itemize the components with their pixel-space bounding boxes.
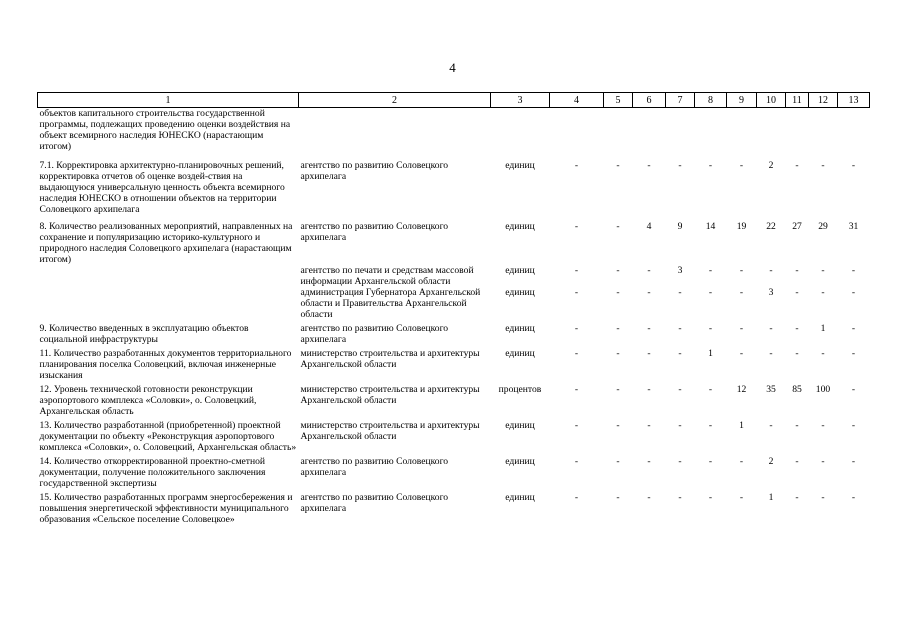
responsible-agency: агентство по развитию Соловецкого архипелага bbox=[300, 323, 449, 345]
indicator-name: 7.1. Корректировка архитектурно-планировочных решений, корректировка отчетов об оценке воздей-ствия на выдающуюся универсальную ценность объекта всемирного наследия ЮНЕСКО в отношении объектов на территории Соловецкого архипелага bbox=[39, 160, 285, 215]
value-cell: - bbox=[678, 348, 682, 359]
value-cell: 1 bbox=[708, 348, 713, 359]
responsible-agency: агентство по развитию Соловецкого архипелага bbox=[300, 221, 449, 243]
indicator-name: 13. Количество разработанной (приобретенной) проектной документации по объекту «Реконструкция аэропортового комплекса «Соловки», о. Соловецкий, Архангельская область» bbox=[39, 420, 297, 453]
value-cell: - bbox=[821, 160, 825, 171]
value-cell: - bbox=[574, 221, 579, 232]
indicator-name bbox=[38, 265, 299, 287]
value-cell: - bbox=[821, 492, 825, 503]
value-cell: - bbox=[739, 265, 744, 276]
table-row bbox=[38, 265, 870, 287]
column-header-7: 7 bbox=[666, 93, 695, 108]
value-cell bbox=[666, 108, 695, 153]
value-cell bbox=[809, 108, 838, 153]
indicator-name: объектов капитального строительства государственной программы, подлежащих проведению оценки воздействия на объект всемирного наследия ЮНЕСКО (нарастающим итогом) bbox=[39, 108, 291, 152]
value-cell: - bbox=[616, 420, 620, 431]
value-cell: - bbox=[574, 323, 579, 334]
value-cell: 2 bbox=[768, 160, 774, 171]
value-cell: - bbox=[678, 420, 682, 431]
value-cell: - bbox=[851, 323, 856, 334]
table-row bbox=[38, 489, 870, 525]
table-row bbox=[38, 417, 870, 453]
value-cell: - bbox=[647, 265, 651, 276]
value-cell: - bbox=[739, 456, 744, 467]
value-cell: - bbox=[795, 323, 799, 334]
value-cell: - bbox=[678, 323, 682, 334]
value-cell: - bbox=[739, 492, 744, 503]
value-cell: - bbox=[647, 348, 651, 359]
value-cell: - bbox=[851, 492, 856, 503]
responsible-agency: агентство по печати и средствам массовой информации Архангельской области bbox=[300, 265, 474, 287]
value-cell: 1 bbox=[768, 492, 774, 503]
value-cell: 31 bbox=[848, 221, 859, 232]
table-row bbox=[38, 108, 870, 153]
table-body bbox=[38, 108, 870, 526]
value-cell: - bbox=[647, 160, 651, 171]
value-cell bbox=[838, 108, 870, 153]
responsible-agency: агентство по развитию Соловецкого архипелага bbox=[300, 456, 449, 478]
value-cell: - bbox=[851, 456, 856, 467]
indicator-name: 12. Уровень технической готовности реконструкции аэропортового комплекса «Соловки», о. Соловецкий, Архангельская область bbox=[39, 384, 257, 417]
value-cell: - bbox=[616, 384, 620, 395]
value-cell bbox=[633, 108, 666, 153]
responsible-agency: министерство строительства и архитектуры Архангельской области bbox=[300, 420, 480, 442]
value-cell: - bbox=[795, 456, 799, 467]
table-row bbox=[38, 215, 870, 265]
value-cell: - bbox=[795, 492, 799, 503]
value-cell: 1 bbox=[820, 323, 826, 334]
value-cell: - bbox=[574, 456, 579, 467]
value-cell: - bbox=[851, 160, 856, 171]
value-cell: - bbox=[616, 287, 620, 298]
value-cell: - bbox=[647, 456, 651, 467]
unit-of-measure: единиц bbox=[505, 160, 535, 171]
unit-of-measure: единиц bbox=[505, 287, 535, 298]
column-header-5: 5 bbox=[604, 93, 633, 108]
header-row bbox=[38, 93, 870, 108]
value-cell: - bbox=[708, 323, 713, 334]
value-cell: - bbox=[647, 420, 651, 431]
value-cell: - bbox=[821, 420, 825, 431]
table-row bbox=[38, 381, 870, 417]
value-cell: - bbox=[647, 323, 651, 334]
value-cell: 100 bbox=[815, 384, 831, 395]
value-cell: 29 bbox=[818, 221, 828, 232]
page-number: 4 bbox=[449, 60, 456, 75]
value-cell: - bbox=[647, 492, 651, 503]
value-cell: - bbox=[574, 160, 579, 171]
value-cell: 3 bbox=[768, 287, 774, 298]
value-cell: - bbox=[795, 348, 799, 359]
value-cell: - bbox=[616, 456, 620, 467]
indicator-name: 9. Количество введенных в эксплуатацию объектов социальной инфраструктуры bbox=[39, 323, 249, 345]
column-header-3: 3 bbox=[491, 93, 550, 108]
value-cell: - bbox=[708, 420, 713, 431]
value-cell: - bbox=[647, 287, 651, 298]
value-cell: - bbox=[821, 265, 825, 276]
value-cell: 1 bbox=[739, 420, 744, 431]
value-cell: - bbox=[795, 265, 799, 276]
value-cell: - bbox=[795, 160, 799, 171]
value-cell: 12 bbox=[736, 384, 747, 395]
value-cell: - bbox=[574, 384, 579, 395]
value-cell: - bbox=[678, 492, 682, 503]
value-cell: - bbox=[647, 384, 651, 395]
value-cell: - bbox=[739, 323, 744, 334]
value-cell: 2 bbox=[768, 456, 774, 467]
table-row bbox=[38, 152, 870, 215]
table-row bbox=[38, 320, 870, 345]
column-header-9: 9 bbox=[727, 93, 757, 108]
value-cell: - bbox=[795, 420, 799, 431]
column-header-13: 13 bbox=[838, 93, 870, 108]
value-cell bbox=[757, 108, 786, 153]
value-cell: 3 bbox=[677, 265, 683, 276]
value-cell: - bbox=[851, 265, 856, 276]
value-cell: - bbox=[739, 348, 744, 359]
unit-of-measure: единиц bbox=[505, 492, 535, 503]
value-cell: 22 bbox=[766, 221, 776, 232]
value-cell: - bbox=[851, 287, 856, 298]
indicator-name: 8. Количество реализованных мероприятий, направленных на сохранение и популяризацию историко-культурного и природного наследия Соловецкого архипелага (нарастающим итогом) bbox=[39, 221, 293, 265]
value-cell: - bbox=[851, 348, 856, 359]
value-cell: - bbox=[821, 287, 825, 298]
value-cell: - bbox=[739, 160, 744, 171]
value-cell: - bbox=[574, 265, 579, 276]
value-cell: - bbox=[708, 456, 713, 467]
value-cell: 14 bbox=[705, 221, 716, 232]
indicator-name bbox=[38, 287, 299, 320]
responsible-agency: министерство строительства и архитектуры Архангельской области bbox=[300, 384, 480, 406]
value-cell: - bbox=[616, 265, 620, 276]
indicator-name: 14. Количество откорректированной проектно-сметной документации, получение положительного заключения государственной экспертизы bbox=[39, 456, 266, 489]
value-cell: - bbox=[821, 456, 825, 467]
value-cell: - bbox=[769, 265, 773, 276]
indicator-name: 15. Количество разработанных программ энергосбережения и повышения энергетической эффективности муниципального образования «Сельское поселение Соловецкое» bbox=[39, 492, 293, 525]
value-cell: - bbox=[616, 323, 620, 334]
value-cell: - bbox=[708, 287, 713, 298]
responsible-agency bbox=[299, 108, 491, 153]
value-cell: - bbox=[616, 160, 620, 171]
value-cell bbox=[695, 108, 727, 153]
value-cell: - bbox=[678, 456, 682, 467]
indicator-name: 11. Количество разработанных документов территориального планирования поселка Соловецкий, включая инженерные изыскания bbox=[39, 348, 292, 381]
table-row bbox=[38, 345, 870, 381]
unit-of-measure: процентов bbox=[498, 384, 542, 395]
value-cell: - bbox=[678, 287, 682, 298]
value-cell: - bbox=[821, 348, 825, 359]
column-header-6: 6 bbox=[633, 93, 666, 108]
value-cell: - bbox=[708, 160, 713, 171]
unit-of-measure: единиц bbox=[505, 221, 535, 232]
column-header-11: 11 bbox=[786, 93, 809, 108]
value-cell: - bbox=[616, 492, 620, 503]
value-cell: - bbox=[739, 287, 744, 298]
column-header-4: 4 bbox=[550, 93, 604, 108]
value-cell: 4 bbox=[646, 221, 652, 232]
value-cell: 35 bbox=[766, 384, 776, 395]
value-cell: - bbox=[708, 384, 713, 395]
table-row bbox=[38, 453, 870, 489]
value-cell: 85 bbox=[792, 384, 802, 395]
value-cell bbox=[727, 108, 757, 153]
value-cell: - bbox=[769, 420, 773, 431]
table-row bbox=[38, 287, 870, 320]
column-header-12: 12 bbox=[809, 93, 838, 108]
column-header-8: 8 bbox=[695, 93, 727, 108]
indicators-table bbox=[37, 92, 870, 525]
value-cell bbox=[550, 108, 604, 153]
value-cell: - bbox=[795, 287, 799, 298]
responsible-agency: администрация Губернатора Архангельской области и Правительства Архангельской области bbox=[300, 287, 481, 320]
unit-of-measure: единиц bbox=[505, 348, 535, 359]
value-cell: - bbox=[769, 323, 773, 334]
unit-of-measure: единиц bbox=[505, 420, 535, 431]
value-cell bbox=[604, 108, 633, 153]
value-cell: - bbox=[851, 384, 856, 395]
column-header-10: 10 bbox=[757, 93, 786, 108]
column-header-1: 1 bbox=[38, 93, 299, 108]
unit-of-measure: единиц bbox=[505, 456, 535, 467]
value-cell: 9 bbox=[677, 221, 683, 232]
value-cell: - bbox=[678, 160, 682, 171]
value-cell: - bbox=[574, 287, 579, 298]
value-cell: - bbox=[574, 492, 579, 503]
unit-of-measure: единиц bbox=[505, 323, 535, 334]
value-cell: - bbox=[616, 221, 620, 232]
responsible-agency: министерство строительства и архитектуры Архангельской области bbox=[300, 348, 480, 370]
responsible-agency: агентство по развитию Соловецкого архипелага bbox=[300, 492, 449, 514]
unit-of-measure: единиц bbox=[505, 265, 535, 276]
value-cell: - bbox=[708, 265, 713, 276]
unit-of-measure bbox=[491, 108, 550, 153]
value-cell: - bbox=[616, 348, 620, 359]
column-header-2: 2 bbox=[299, 93, 491, 108]
value-cell: - bbox=[678, 384, 682, 395]
value-cell: 27 bbox=[792, 221, 802, 232]
value-cell: 19 bbox=[736, 221, 747, 232]
value-cell: - bbox=[769, 348, 773, 359]
value-cell: - bbox=[851, 420, 856, 431]
value-cell bbox=[786, 108, 809, 153]
value-cell: - bbox=[574, 348, 579, 359]
value-cell: - bbox=[708, 492, 713, 503]
value-cell: - bbox=[574, 420, 579, 431]
responsible-agency: агентство по развитию Соловецкого архипелага bbox=[300, 160, 449, 182]
